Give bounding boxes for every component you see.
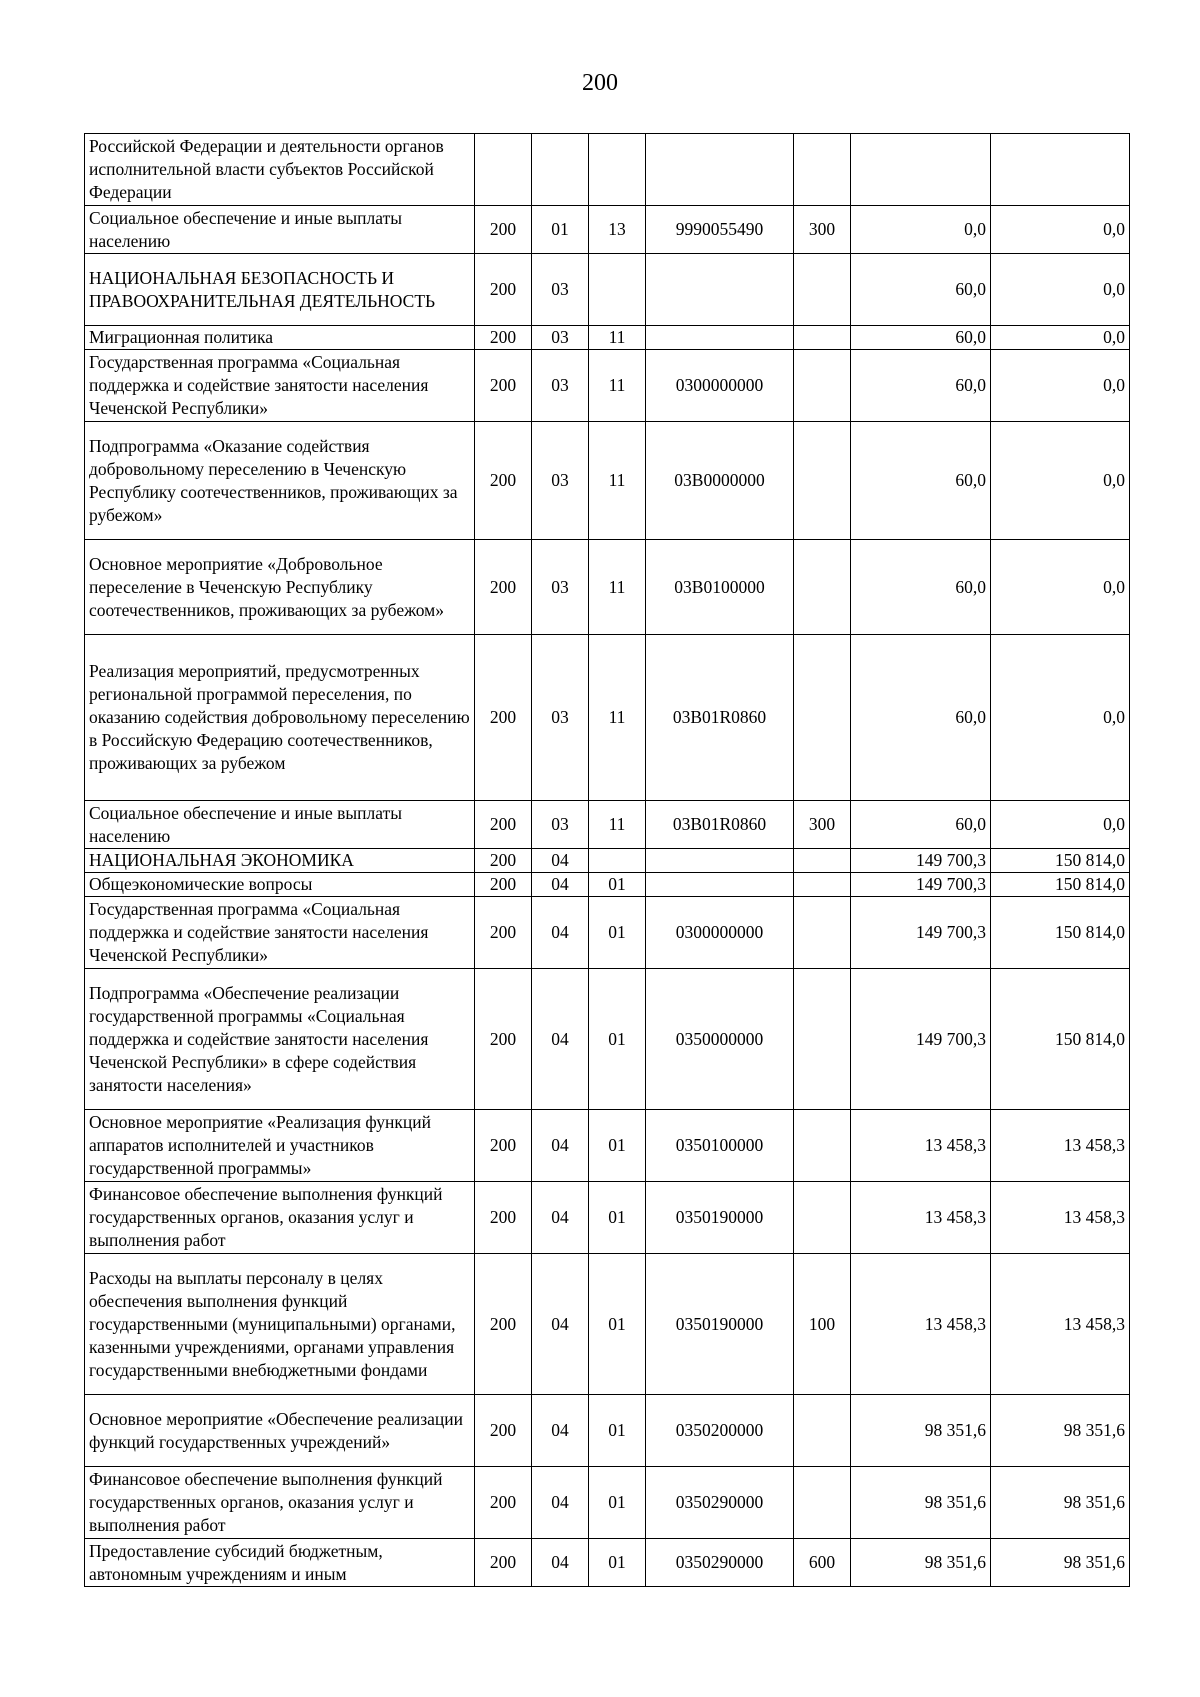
- target-article-cell: 0350000000: [646, 969, 794, 1110]
- expense-type-cell: 300: [794, 206, 851, 254]
- amount-1-cell: 149 700,3: [851, 849, 991, 873]
- amount-2-cell: 150 814,0: [991, 969, 1130, 1110]
- row-name: Социальное обеспечение и иные выплаты населению: [85, 206, 475, 254]
- section-cell: 03: [532, 540, 589, 635]
- table-row: [85, 1182, 1130, 1254]
- row-name: Финансовое обеспечение выполнения функций государственных органов, оказания услуг и выполнения работ: [85, 1182, 475, 1254]
- amount-1-cell: 13 458,3: [851, 1254, 991, 1395]
- subsection-cell: 01: [589, 1110, 646, 1182]
- table-row: [85, 801, 1130, 849]
- expense-type-cell: [794, 873, 851, 897]
- table-row: [85, 1110, 1130, 1182]
- subsection-cell: 11: [589, 326, 646, 350]
- expense-type-cell: [794, 1182, 851, 1254]
- target-article-cell: [646, 326, 794, 350]
- section-cell: 03: [532, 635, 589, 801]
- row-name: Государственная программа «Социальная поддержка и содействие занятости населения Чеченской Республики»: [85, 350, 475, 422]
- subsection-cell: 01: [589, 1182, 646, 1254]
- subsection-cell: 11: [589, 801, 646, 849]
- expense-type-cell: [794, 1467, 851, 1539]
- target-article-cell: 03В01R0860: [646, 635, 794, 801]
- section-cell: 04: [532, 849, 589, 873]
- amount-2-cell: 0,0: [991, 635, 1130, 801]
- subsection-cell: 11: [589, 422, 646, 540]
- subsection-cell: 11: [589, 635, 646, 801]
- amount-1-cell: 149 700,3: [851, 969, 991, 1110]
- table-row: [85, 873, 1130, 897]
- expense-type-cell: [794, 1395, 851, 1467]
- target-article-cell: 0300000000: [646, 350, 794, 422]
- section-cell: 04: [532, 1254, 589, 1395]
- amount-2-cell: 13 458,3: [991, 1110, 1130, 1182]
- target-article-cell: [646, 134, 794, 206]
- table-row: [85, 254, 1130, 326]
- table-row: [85, 635, 1130, 801]
- row-name: Российской Федерации и деятельности органов исполнительной власти субъектов Российской Федерации: [85, 134, 475, 206]
- target-article-cell: [646, 849, 794, 873]
- target-article-cell: 03В0000000: [646, 422, 794, 540]
- row-name: НАЦИОНАЛЬНАЯ ЭКОНОМИКА: [85, 849, 475, 873]
- expense-type-cell: [794, 897, 851, 969]
- amount-2-cell: 0,0: [991, 254, 1130, 326]
- ved-cell: 200: [475, 873, 532, 897]
- row-name: Реализация мероприятий, предусмотренных региональной программой переселения, по оказанию содействия добровольному переселению в Российскую Федерацию соотечественников, проживающих за рубежом: [85, 635, 475, 801]
- amount-1-cell: 60,0: [851, 254, 991, 326]
- amount-2-cell: 0,0: [991, 422, 1130, 540]
- target-article-cell: 03В0100000: [646, 540, 794, 635]
- row-name: Финансовое обеспечение выполнения функций государственных органов, оказания услуг и выполнения работ: [85, 1467, 475, 1539]
- row-name: Подпрограмма «Обеспечение реализации государственной программы «Социальная поддержка и содействие занятости населения Чеченской Республики» в сфере содействия занятости населения»: [85, 969, 475, 1110]
- page-number: 200: [582, 70, 618, 96]
- amount-1-cell: 60,0: [851, 350, 991, 422]
- row-name: Основное мероприятие «Добровольное переселение в Чеченскую Республику соотечественников, проживающих за рубежом»: [85, 540, 475, 635]
- target-article-cell: 0350290000: [646, 1539, 794, 1587]
- section-cell: 04: [532, 1110, 589, 1182]
- table-row: [85, 350, 1130, 422]
- amount-1-cell: 98 351,6: [851, 1467, 991, 1539]
- table-row: [85, 422, 1130, 540]
- ved-cell: 200: [475, 969, 532, 1110]
- table-row: [85, 540, 1130, 635]
- expense-type-cell: 300: [794, 801, 851, 849]
- section-cell: [532, 134, 589, 206]
- row-name: Подпрограмма «Оказание содействия добровольному переселению в Чеченскую Республику соотечественников, проживающих за рубежом»: [85, 422, 475, 540]
- ved-cell: 200: [475, 326, 532, 350]
- amount-2-cell: 150 814,0: [991, 849, 1130, 873]
- expense-type-cell: 100: [794, 1254, 851, 1395]
- amount-1-cell: 60,0: [851, 326, 991, 350]
- amount-1-cell: 60,0: [851, 422, 991, 540]
- ved-cell: 200: [475, 849, 532, 873]
- row-name: Предоставление субсидий бюджетным, автономным учреждениям и иным: [85, 1539, 475, 1587]
- row-name: Миграционная политика: [85, 326, 475, 350]
- expense-type-cell: [794, 849, 851, 873]
- amount-1-cell: 149 700,3: [851, 873, 991, 897]
- amount-2-cell: 0,0: [991, 326, 1130, 350]
- row-name: Социальное обеспечение и иные выплаты населению: [85, 801, 475, 849]
- ved-cell: 200: [475, 635, 532, 801]
- ved-cell: 200: [475, 1395, 532, 1467]
- section-cell: 04: [532, 1467, 589, 1539]
- amount-2-cell: 150 814,0: [991, 897, 1130, 969]
- section-cell: 03: [532, 254, 589, 326]
- subsection-cell: 01: [589, 897, 646, 969]
- ved-cell: 200: [475, 254, 532, 326]
- subsection-cell: 01: [589, 1395, 646, 1467]
- table-row: [85, 1467, 1130, 1539]
- subsection-cell: 01: [589, 1539, 646, 1587]
- amount-1-cell: 13 458,3: [851, 1110, 991, 1182]
- amount-2-cell: [991, 134, 1130, 206]
- amount-2-cell: 98 351,6: [991, 1467, 1130, 1539]
- subsection-cell: 11: [589, 350, 646, 422]
- expense-type-cell: [794, 350, 851, 422]
- section-cell: 04: [532, 873, 589, 897]
- ved-cell: 200: [475, 1110, 532, 1182]
- subsection-cell: [589, 134, 646, 206]
- amount-1-cell: 60,0: [851, 635, 991, 801]
- section-cell: 04: [532, 897, 589, 969]
- amount-2-cell: 98 351,6: [991, 1395, 1130, 1467]
- amount-1-cell: 0,0: [851, 206, 991, 254]
- expense-type-cell: [794, 969, 851, 1110]
- ved-cell: 200: [475, 540, 532, 635]
- subsection-cell: 01: [589, 873, 646, 897]
- amount-2-cell: 0,0: [991, 206, 1130, 254]
- section-cell: 04: [532, 1182, 589, 1254]
- section-cell: 04: [532, 969, 589, 1110]
- target-article-cell: 0350190000: [646, 1254, 794, 1395]
- amount-2-cell: 13 458,3: [991, 1182, 1130, 1254]
- target-article-cell: [646, 254, 794, 326]
- section-cell: 03: [532, 801, 589, 849]
- amount-1-cell: 98 351,6: [851, 1539, 991, 1587]
- table-row: [85, 849, 1130, 873]
- amount-1-cell: 13 458,3: [851, 1182, 991, 1254]
- ved-cell: 200: [475, 350, 532, 422]
- subsection-cell: 01: [589, 1254, 646, 1395]
- budget-table: [84, 133, 1130, 1587]
- amount-2-cell: 150 814,0: [991, 873, 1130, 897]
- expense-type-cell: [794, 422, 851, 540]
- expense-type-cell: [794, 635, 851, 801]
- ved-cell: 200: [475, 1182, 532, 1254]
- expense-type-cell: [794, 254, 851, 326]
- section-cell: 01: [532, 206, 589, 254]
- amount-2-cell: 98 351,6: [991, 1539, 1130, 1587]
- amount-2-cell: 0,0: [991, 801, 1130, 849]
- section-cell: 03: [532, 326, 589, 350]
- target-article-cell: [646, 873, 794, 897]
- table-row: [85, 206, 1130, 254]
- target-article-cell: 0350290000: [646, 1467, 794, 1539]
- row-name: Основное мероприятие «Реализация функций аппаратов исполнителей и участников государственной программы»: [85, 1110, 475, 1182]
- ved-cell: [475, 134, 532, 206]
- subsection-cell: 11: [589, 540, 646, 635]
- row-name: Расходы на выплаты персоналу в целях обеспечения выполнения функций государственными (муниципальными) органами, казенными учреждениями, органами управления государственными внебюджетными фондами: [85, 1254, 475, 1395]
- target-article-cell: 0350200000: [646, 1395, 794, 1467]
- table-row: [85, 1254, 1130, 1395]
- ved-cell: 200: [475, 801, 532, 849]
- expense-type-cell: [794, 1110, 851, 1182]
- subsection-cell: [589, 254, 646, 326]
- section-cell: 04: [532, 1539, 589, 1587]
- table-row: [85, 326, 1130, 350]
- target-article-cell: 0300000000: [646, 897, 794, 969]
- amount-2-cell: 0,0: [991, 540, 1130, 635]
- ved-cell: 200: [475, 206, 532, 254]
- subsection-cell: 01: [589, 1467, 646, 1539]
- amount-1-cell: 98 351,6: [851, 1395, 991, 1467]
- expense-type-cell: [794, 326, 851, 350]
- table-row: [85, 1395, 1130, 1467]
- amount-1-cell: [851, 134, 991, 206]
- row-name: Государственная программа «Социальная поддержка и содействие занятости населения Чеченской Республики»: [85, 897, 475, 969]
- target-article-cell: 03В01R0860: [646, 801, 794, 849]
- table-row: [85, 897, 1130, 969]
- table-row: [85, 1539, 1130, 1587]
- amount-2-cell: 0,0: [991, 350, 1130, 422]
- row-name: Общеэкономические вопросы: [85, 873, 475, 897]
- expense-type-cell: [794, 134, 851, 206]
- target-article-cell: 9990055490: [646, 206, 794, 254]
- amount-1-cell: 149 700,3: [851, 897, 991, 969]
- amount-1-cell: 60,0: [851, 540, 991, 635]
- ved-cell: 200: [475, 422, 532, 540]
- section-cell: 03: [532, 422, 589, 540]
- target-article-cell: 0350100000: [646, 1110, 794, 1182]
- subsection-cell: [589, 849, 646, 873]
- row-name: Основное мероприятие «Обеспечение реализации функций государственных учреждений»: [85, 1395, 475, 1467]
- amount-2-cell: 13 458,3: [991, 1254, 1130, 1395]
- subsection-cell: 01: [589, 969, 646, 1110]
- section-cell: 03: [532, 350, 589, 422]
- expense-type-cell: [794, 540, 851, 635]
- target-article-cell: 0350190000: [646, 1182, 794, 1254]
- ved-cell: 200: [475, 1539, 532, 1587]
- table-row: [85, 969, 1130, 1110]
- section-cell: 04: [532, 1395, 589, 1467]
- ved-cell: 200: [475, 897, 532, 969]
- amount-1-cell: 60,0: [851, 801, 991, 849]
- row-name: НАЦИОНАЛЬНАЯ БЕЗОПАСНОСТЬ И ПРАВООХРАНИТЕЛЬНАЯ ДЕЯТЕЛЬНОСТЬ: [85, 254, 475, 326]
- ved-cell: 200: [475, 1467, 532, 1539]
- expense-type-cell: 600: [794, 1539, 851, 1587]
- table-row: [85, 134, 1130, 206]
- ved-cell: 200: [475, 1254, 532, 1395]
- subsection-cell: 13: [589, 206, 646, 254]
